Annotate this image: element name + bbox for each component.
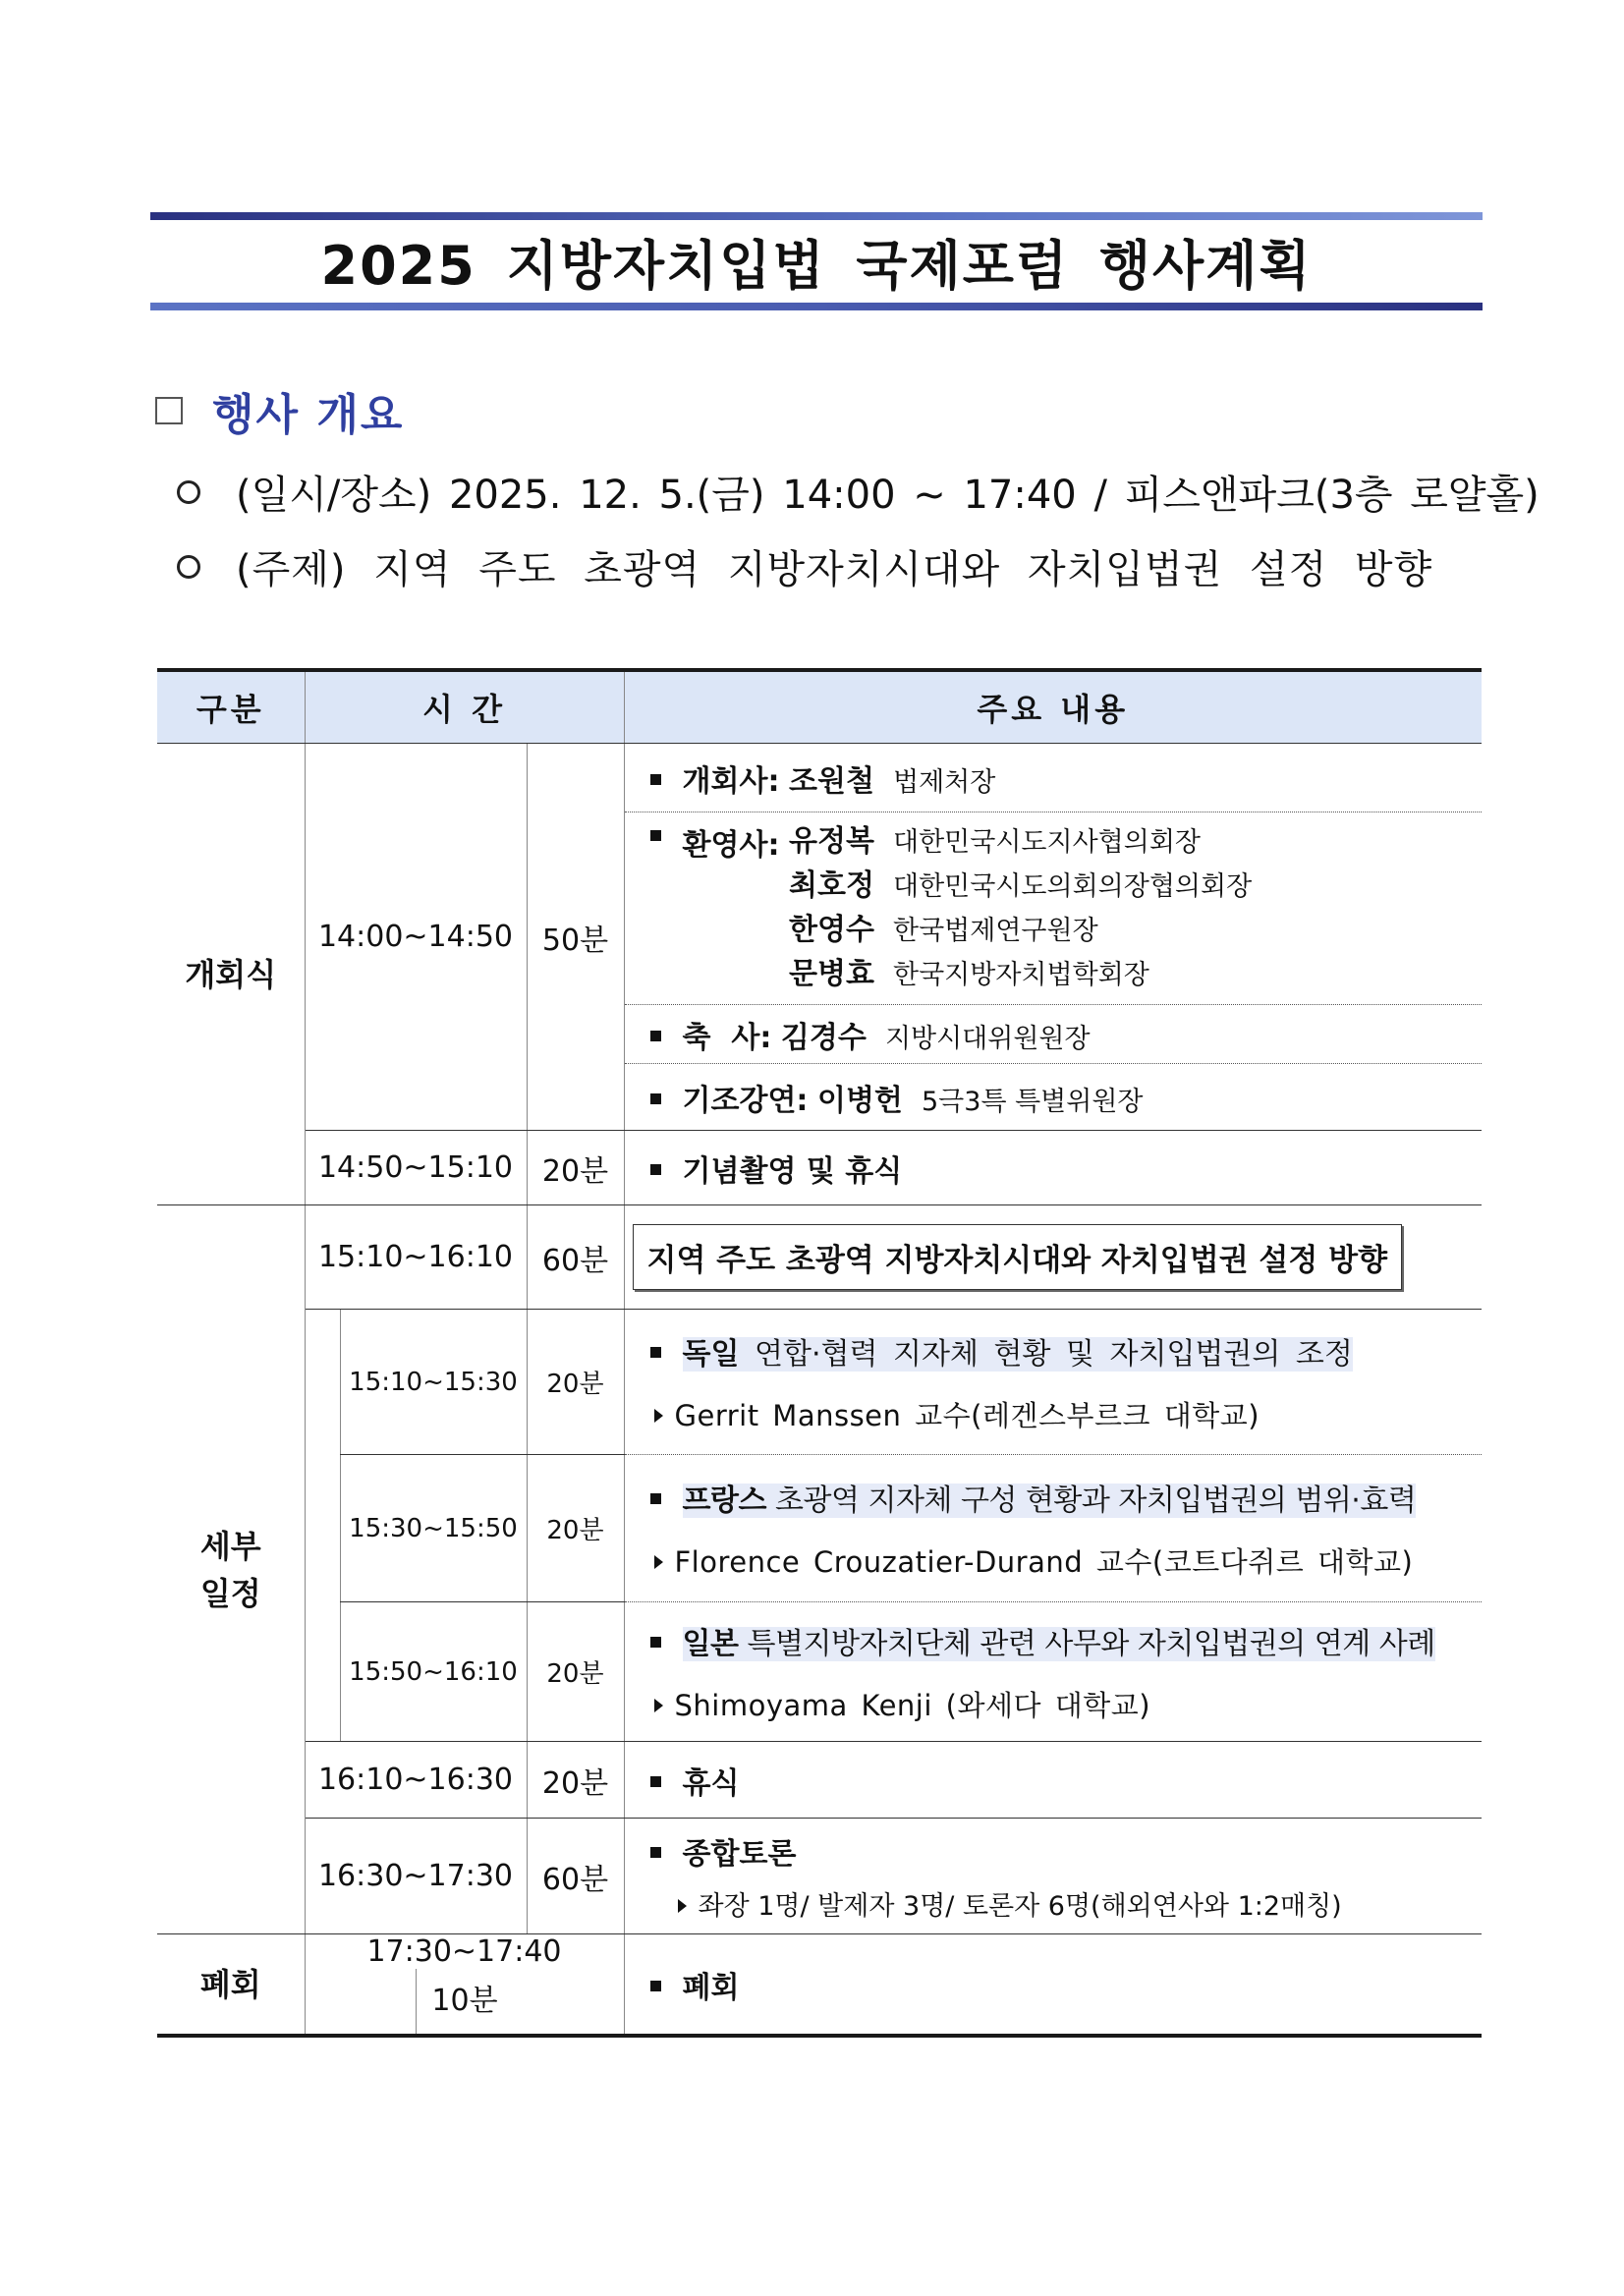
square-bullet-icon (650, 1493, 661, 1504)
closing: 폐회 (624, 1934, 1482, 2037)
duration-cell: 20분 (527, 1131, 624, 1205)
table-header-row (157, 670, 1482, 744)
time-cell: 14:00~14:50 (305, 744, 527, 1131)
section-heading-label: 행사 개요 (212, 390, 405, 440)
overview-text: (주제) 지역 주도 초광역 지방자치시대와 자치입법권 설정 방향 (236, 547, 1433, 592)
square-bullet-icon (650, 830, 661, 841)
duration-cell: 50분 (527, 744, 624, 1131)
triangle-bullet-icon (654, 1555, 663, 1569)
square-bullet-icon (650, 1164, 661, 1175)
time-cell: 16:30~17:30 (305, 1819, 527, 1934)
table-row (157, 1455, 1482, 1602)
welcome-speaker-list (789, 820, 1252, 997)
table-row (157, 1819, 1482, 1934)
time-cell: 16:10~16:30 (305, 1742, 527, 1819)
table-row (157, 1205, 1482, 1310)
triangle-bullet-icon (654, 1699, 663, 1712)
indent-spacer (305, 1310, 340, 1742)
photo-break: 기념촬영 및 휴식 (624, 1131, 1482, 1205)
list-item: 최호정 대한민국시도의회의장협의회장 (788, 868, 1253, 903)
panel-discussion: 종합토론 좌장 1명/ 발제자 3명/ 토론자 6명(해외연사와 1:2매칭) (624, 1819, 1482, 1934)
category-detail: 세부 일정 (157, 1205, 305, 1934)
square-bullet-icon (650, 1637, 661, 1648)
title-bottom-bar (150, 303, 1483, 310)
session-title-cell (624, 1205, 1482, 1310)
congrats-address: 축 사: 김경수 지방시대위원원장 (624, 1005, 1482, 1064)
category-opening: 개회식 (157, 744, 305, 1205)
duration-cell: 20분 (527, 1455, 624, 1602)
time-cell: 15:50~16:10 (340, 1602, 527, 1742)
table-row (157, 744, 1482, 812)
duration-cell: 20분 (527, 1742, 624, 1819)
section-heading (155, 379, 404, 442)
triangle-bullet-icon (678, 1899, 687, 1913)
square-bullet-icon (650, 1981, 661, 1991)
duration-cell: 60분 (527, 1819, 624, 1934)
table-row (157, 1742, 1482, 1819)
square-bullet-icon (650, 1093, 661, 1104)
time-cell: 15:10~15:30 (340, 1310, 527, 1455)
triangle-bullet-icon (654, 1409, 663, 1423)
closing-time-duration: 17:30~17:4010분 (305, 1934, 624, 2037)
table-row (157, 1310, 1482, 1455)
duration-cell: 20분 (527, 1310, 624, 1455)
list-item: 한영수 한국법제연구원장 (788, 912, 1098, 947)
header-time: 시 간 (305, 670, 624, 744)
title-block (150, 212, 1483, 310)
duration-cell: 60분 (527, 1205, 624, 1310)
header-content: 주요 내용 (624, 670, 1482, 744)
square-bullet-icon (650, 1031, 661, 1041)
square-bullet-icon (650, 1347, 661, 1358)
checkbox-icon (155, 397, 183, 424)
square-bullet-icon (650, 774, 661, 785)
duration-cell: 20분 (527, 1602, 624, 1742)
overview-item-datetime (177, 464, 1540, 520)
session-title-box: 지역 주도 초광역 지방자치시대와 자치입법권 설정 방향 (633, 1224, 1403, 1290)
opening-address: 개회사: 조원철 법제처장 (624, 744, 1482, 812)
keynote-address: 기조강연: 이병헌 5극3특 특별위원장 (624, 1064, 1482, 1131)
title-top-bar (150, 212, 1483, 220)
square-bullet-icon (650, 1776, 661, 1787)
schedule-table (157, 668, 1482, 2038)
overview-item-theme (177, 538, 1432, 594)
time-cell: 14:50~15:10 (305, 1131, 527, 1205)
square-bullet-icon (650, 1847, 661, 1858)
table-row (157, 1602, 1482, 1742)
category-closing: 폐회 (157, 1934, 305, 2037)
page-title: 2025 지방자치입법 국제포럼 행사계획 (320, 234, 1313, 297)
time-cell: 15:10~16:10 (305, 1205, 527, 1310)
list-item: 유정복 대한민국시도지사협의회장 (788, 823, 1201, 859)
table-row (157, 1131, 1482, 1205)
circle-bullet-icon (177, 480, 200, 504)
header-category: 구분 (157, 670, 305, 744)
break: 휴식 (624, 1742, 1482, 1819)
presentation-japan: 일본 특별지방자치단체 관련 사무와 자치입법권의 연계 사례 Shimoyama Kenji (와세다 대학교) (624, 1602, 1482, 1742)
list-item: 문병효 한국지방자치법학회장 (788, 956, 1149, 991)
time-cell: 15:30~15:50 (340, 1455, 527, 1602)
presentation-france: 프랑스 초광역 지자체 구성 현황과 자치입법권의 범위·효력 Florence Crouzatier-Durand 교수(코트다쥐르 대학교) (624, 1455, 1482, 1602)
circle-bullet-icon (177, 555, 200, 579)
table-row (157, 1934, 1482, 2037)
presentation-germany: 독일 연합·협력 지자체 현황 및 자치입법권의 조정 Gerrit Manssen 교수(레겐스부르크 대학교) (624, 1310, 1482, 1455)
overview-text: (일시/장소) 2025. 12. 5.(금) 14:00 ~ 17:40 / 피스앤파크(3층 로얄홀) (236, 473, 1540, 518)
welcome-address: 환영사: 유정복 대한민국시도지사협의회장 최호정 대한민국시도의회의장협의회장 한영수 한국법제연구원장 문병효 한국지방자치법학회장 (624, 812, 1482, 1005)
